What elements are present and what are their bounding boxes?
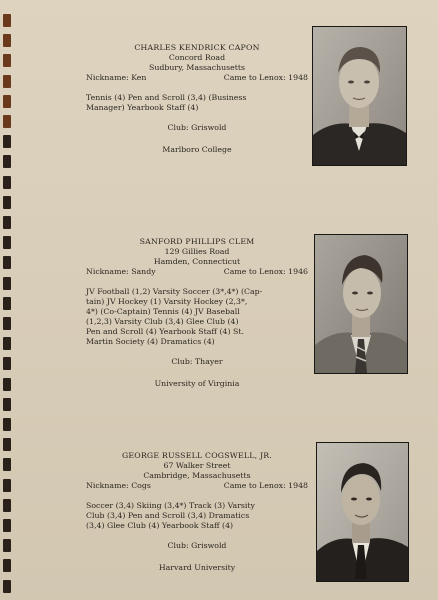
spiral-binding	[3, 0, 15, 600]
student-activities: Tennis (4) Pen and Scroll (3,4) (Business Manager) Yearbook Staff (4)	[86, 93, 247, 112]
binding-ring	[3, 75, 11, 88]
binding-ring	[3, 34, 11, 47]
binding-ring	[3, 14, 11, 27]
student-came-to-lenox: Came to Lenox: 1946	[223, 267, 308, 276]
binding-ring	[3, 54, 11, 67]
binding-ring	[3, 438, 11, 451]
binding-ring	[3, 499, 11, 512]
student-address-city: Cambridge, Massachusetts	[143, 471, 251, 480]
binding-ring	[3, 176, 11, 189]
binding-ring	[3, 277, 11, 290]
binding-ring	[3, 580, 11, 593]
student-college: University of Virginia	[154, 379, 240, 388]
student-address-street: 129 Gillies Road	[164, 247, 230, 256]
student-nickname: Nickname: Cogs	[86, 481, 151, 490]
binding-ring	[3, 378, 11, 391]
binding-ring	[3, 196, 11, 209]
binding-ring	[3, 135, 11, 148]
binding-ring	[3, 559, 11, 572]
binding-ring	[3, 317, 11, 330]
binding-ring	[3, 539, 11, 552]
student-photo-clem	[314, 234, 408, 374]
binding-ring	[3, 418, 11, 431]
binding-ring	[3, 155, 11, 168]
student-club: Club: Griswold	[167, 123, 227, 132]
binding-ring	[3, 357, 11, 370]
student-photo-capon	[312, 26, 407, 166]
student-entry-capon	[86, 42, 308, 155]
student-name: CHARLES KENDRICK CAPON	[134, 43, 260, 52]
student-club: Club: Griswold	[167, 541, 227, 550]
student-entry-clem	[86, 236, 308, 389]
student-name: GEORGE RUSSELL COGSWELL, JR.	[121, 451, 273, 460]
binding-ring	[3, 95, 11, 108]
binding-ring	[3, 297, 11, 310]
student-address-street: 67 Walker Street	[163, 461, 231, 470]
student-nickname: Nickname: Sandy	[86, 267, 156, 276]
binding-ring	[3, 216, 11, 229]
student-activities: JV Football (1,2) Varsity Soccer (3*,4*) (Cap- tain) JV Hockey (1) Varsity Hockey (2,3*, 4*) (Co-Captain) Tennis (4) JV Baseball (1,2,3) Varsity Club (3,4) Glee Club (4) Pen and Scroll (4) Yearbook Staff (4) St. Martin Society (4) Dramatics (4)	[86, 287, 263, 346]
student-college: Harvard University	[158, 563, 236, 572]
student-address-street: Concord Road	[168, 53, 226, 62]
student-photo-cogswell	[316, 442, 409, 582]
student-nickname: Nickname: Ken	[86, 73, 147, 82]
binding-ring	[3, 337, 11, 350]
binding-ring	[3, 236, 11, 249]
binding-ring	[3, 519, 11, 532]
binding-ring	[3, 479, 11, 492]
binding-ring	[3, 458, 11, 471]
student-name: SANFORD PHILLIPS CLEM	[139, 237, 255, 246]
binding-ring	[3, 256, 11, 269]
student-entry-cogswell	[86, 450, 308, 573]
student-came-to-lenox: Came to Lenox: 1948	[223, 73, 308, 82]
student-activities: Soccer (3,4) Skiing (3,4*) Track (3) Varsity Club (3,4) Pen and Scroll (3,4) Dramatics (3,4) Glee Club (4) Yearbook Staff (4)	[86, 501, 255, 530]
student-address-city: Hamden, Connecticut	[153, 257, 241, 266]
student-club: Club: Thayer	[171, 357, 223, 366]
student-college: Marlboro College	[162, 145, 232, 154]
binding-ring	[3, 398, 11, 411]
student-address-city: Sudbury, Massachusetts	[149, 63, 245, 72]
student-came-to-lenox: Came to Lenox: 1948	[223, 481, 308, 490]
binding-ring	[3, 115, 11, 128]
